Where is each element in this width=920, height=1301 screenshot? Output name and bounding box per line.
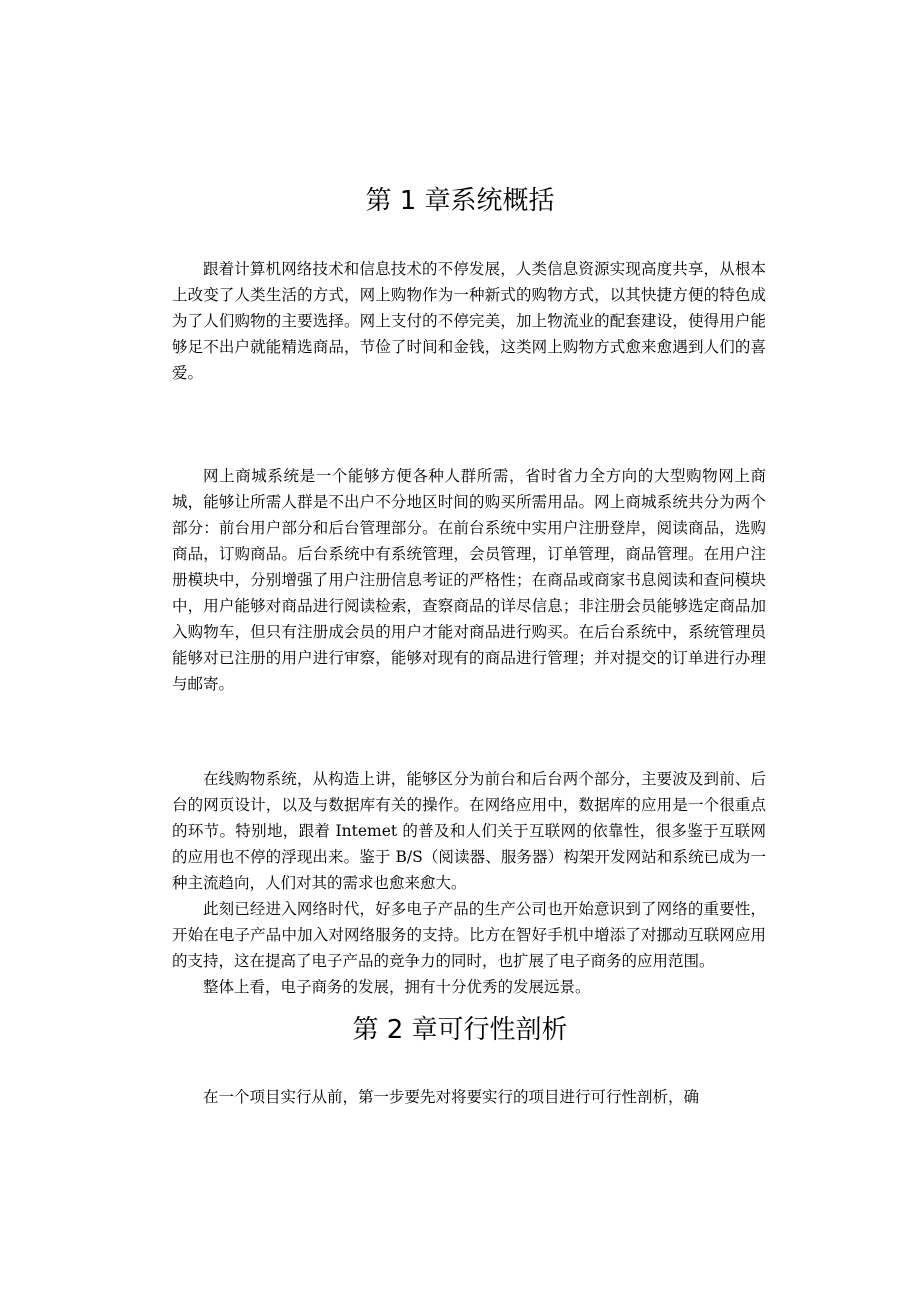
paragraph: 整体上看，电子商务的发展，拥有十分优秀的发展远景。 <box>203 978 591 996</box>
chapter-1-section-1 <box>172 256 766 386</box>
chapter-2-section-1 <box>172 1084 766 1110</box>
paragraph: 网上商城系统是一个能够方便各种人群所需，省时省力全方向的大型购物网上商城，能够让所需人群是不出户不分地区时间的购买所需用品。网上商城系统共分为两个部分：前台用户部分和后台管理部分。在前台系统中实用户注册登岸，阅读商品，选购商品，订购商品。后台系统中有系统管理，会员管理，订单管理，商品管理。在用户注册模块中，分别增强了用户注册信息考证的严格性；在商品或商家书息阅读和查问模块中，用户能够对商品进行阅读检索，查察商品的详尽信息；非注册会员能够选定商品加入购物车，但只有注册成会员的用户才能对商品进行购买。在后台系统中，系统管理员能够对已注册的用户进行审察，能够对现有的商品进行管理；并对提交的订单进行办理与邮寄。 <box>172 467 766 693</box>
paragraph: 跟着计算机网络技术和信息技术的不停发展，人类信息资源实现高度共享，从根本上改变了人类生活的方式，网上购物作为一种新式的购物方式，以其快捷方便的特色成为了人们购物的主要选择。网上支付的不停完美，加上物流业的配套建设，使得用户能够足不出户就能精选商品，节俭了时间和金钱，这类网上购物方式愈来愈遇到人们的喜爱。 <box>172 260 766 382</box>
chapter-1-title: 第 1 章系统概括 <box>365 186 555 216</box>
chapter-1-section-3 <box>172 766 766 1000</box>
paragraph: 此刻已经进入网络时代，好多电子产品的生产公司也开始意识到了网络的重要性，开始在电子产品中加入对网络服务的支持。比方在智好手机中增添了对挪动互联网应用的支持，这在提高了电子产品的竞争力的同时，也扩展了电子商务的应用范围。 <box>172 900 766 970</box>
paragraph: 在线购物系统，从构造上讲，能够区分为前台和后台两个部分，主要波及到前、后台的网页设计，以及与数据库有关的操作。在网络应用中，数据库的应用是一个很重点的环节。特别地，跟着 Intemet 的普及和人们关于互联网的依靠性，很多鉴于互联网的应用也不停的浮现出来。鉴于 B/S（阅读器、服务器）构架开发网站和系统已成为一种主流趋向，人们对其的需求也愈来愈大。 <box>172 770 766 892</box>
chapter-1-section-2 <box>172 463 766 697</box>
chapter-2-title: 第 2 章可行性剖析 <box>352 1015 568 1045</box>
paragraph: 在一个项目实行从前，第一步要先对将要实行的项目进行可行性剖析，确 <box>203 1088 700 1106</box>
